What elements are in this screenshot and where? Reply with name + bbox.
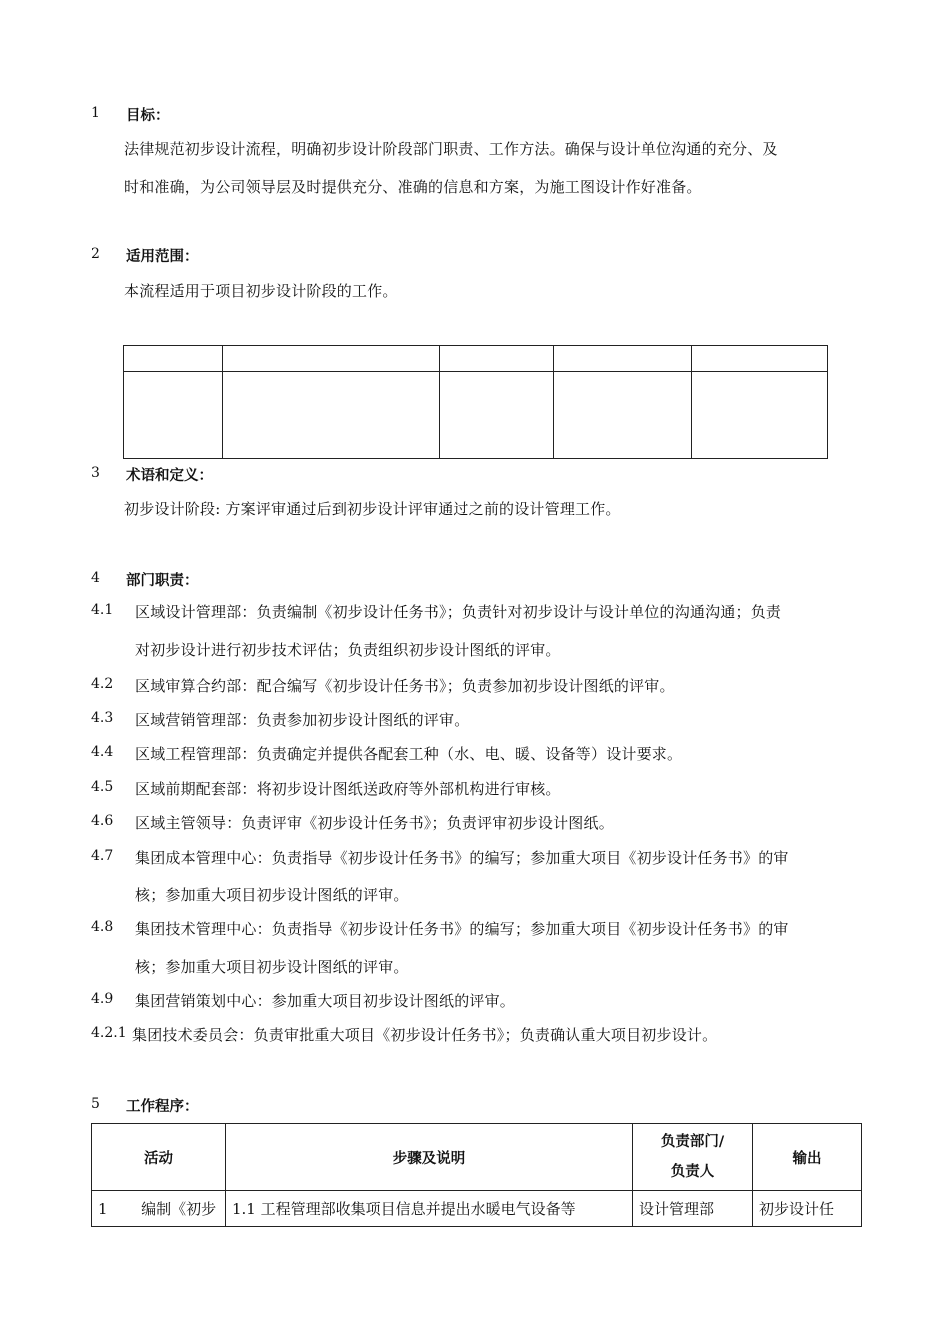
duty-text-continued: 核；参加重大项目初步设计图纸的评审。 (135, 958, 409, 976)
duty-text: 区域设计管理部：负责编制《初步设计任务书》；负责针对初步设计与设计单位的沟通沟通；负责 (135, 603, 782, 621)
duty-number: 4.4 (91, 744, 114, 760)
section-3-text: 初步设计阶段: 方案评审通过后到初步设计评审通过之前的设计管理工作。 (124, 500, 621, 518)
blank-table-cell (554, 372, 692, 459)
section-1-text-line1: 法律规范初步设计流程，明确初步设计阶段部门职责、工作方法。确保与设计单位沟通的充分、及 (124, 140, 778, 158)
blank-table-cell (223, 346, 440, 372)
duty-text: 区域主管领导：负责评审《初步设计任务书》；负责评审初步设计图纸。 (135, 814, 614, 832)
blank-table (123, 345, 828, 459)
duty-text: 区域审算合约部：配合编写《初步设计任务书》；负责参加初步设计图纸的评审。 (135, 677, 675, 695)
duty-text: 区域营销管理部：负责参加初步设计图纸的评审。 (135, 711, 470, 729)
procedure-table (91, 1123, 862, 1227)
blank-table-cell (440, 346, 554, 372)
row-activity: 编制《初步 (141, 1200, 217, 1218)
duty-text-continued: 对初步设计进行初步技术评估；负责组织初步设计图纸的评审。 (135, 641, 561, 659)
header-department (633, 1124, 753, 1191)
duty-number: 4.9 (91, 991, 114, 1007)
section-3-title: 术语和定义： (126, 468, 213, 484)
table-row (92, 1191, 862, 1227)
header-department-line1: 负责部门/ (660, 1134, 725, 1150)
section-2-title: 适用范围： (126, 249, 199, 265)
duty-text: 区域前期配套部：将初步设计图纸送政府等外部机构进行审核。 (135, 780, 561, 798)
duty-number: 4.3 (91, 710, 114, 726)
header-steps: 步骤及说明 (226, 1124, 633, 1191)
section-1-number: 1 (91, 105, 100, 121)
section-2-number: 2 (91, 246, 100, 262)
section-1-text-line2: 时和准确，为公司领导层及时提供充分、准确的信息和方案，为施工图设计作好准备。 (124, 178, 702, 196)
procedure-table-header (92, 1124, 862, 1191)
blank-table-cell (124, 346, 223, 372)
blank-table-cell (692, 372, 828, 459)
duty-number: 4.1 (91, 602, 114, 618)
section-5-title: 工作程序： (126, 1099, 199, 1115)
section-4-number: 4 (91, 570, 100, 586)
duty-number: 4.7 (91, 848, 114, 864)
blank-table-cell (223, 372, 440, 459)
duty-text: 集团技术管理中心：负责指导《初步设计任务书》的编写；参加重大项目《初步设计任务书》的审 (135, 920, 789, 938)
duty-number: 4.2 (91, 676, 114, 692)
header-department-line2: 负责人 (670, 1164, 715, 1180)
section-2-text: 本流程适用于项目初步设计阶段的工作。 (124, 282, 398, 300)
blank-table-cell (124, 372, 223, 459)
duty-text: 集团技术委员会：负责审批重大项目《初步设计任务书》；负责确认重大项目初步设计。 (132, 1026, 718, 1044)
duty-number: 4.5 (91, 779, 114, 795)
row-department: 设计管理部 (633, 1191, 753, 1227)
duty-text: 集团成本管理中心：负责指导《初步设计任务书》的编写；参加重大项目《初步设计任务书》的审 (135, 849, 789, 867)
duty-number: 4.2.1 (91, 1025, 127, 1041)
row-output: 初步设计任 (753, 1191, 862, 1227)
section-1-title: 目标： (126, 108, 170, 124)
row-steps: 1.1 工程管理部收集项目信息并提出水暖电气设备等 (226, 1191, 633, 1227)
duty-text: 区域工程管理部：负责确定并提供各配套工种（水、电、暖、设备等）设计要求。 (135, 745, 683, 763)
row-activity-cell (92, 1191, 226, 1227)
section-4-title: 部门职责： (126, 573, 199, 589)
blank-table-cell (554, 346, 692, 372)
row-number: 1 (98, 1200, 108, 1218)
duty-number: 4.8 (91, 919, 114, 935)
header-activity: 活动 (92, 1124, 226, 1191)
blank-table-cell (440, 372, 554, 459)
section-5-number: 5 (91, 1096, 100, 1112)
duty-text: 集团营销策划中心：参加重大项目初步设计图纸的评审。 (135, 992, 516, 1010)
header-output: 输出 (753, 1124, 862, 1191)
blank-table-cell (692, 346, 828, 372)
section-3-number: 3 (91, 465, 100, 481)
duty-number: 4.6 (91, 813, 114, 829)
duty-text-continued: 核；参加重大项目初步设计图纸的评审。 (135, 886, 409, 904)
